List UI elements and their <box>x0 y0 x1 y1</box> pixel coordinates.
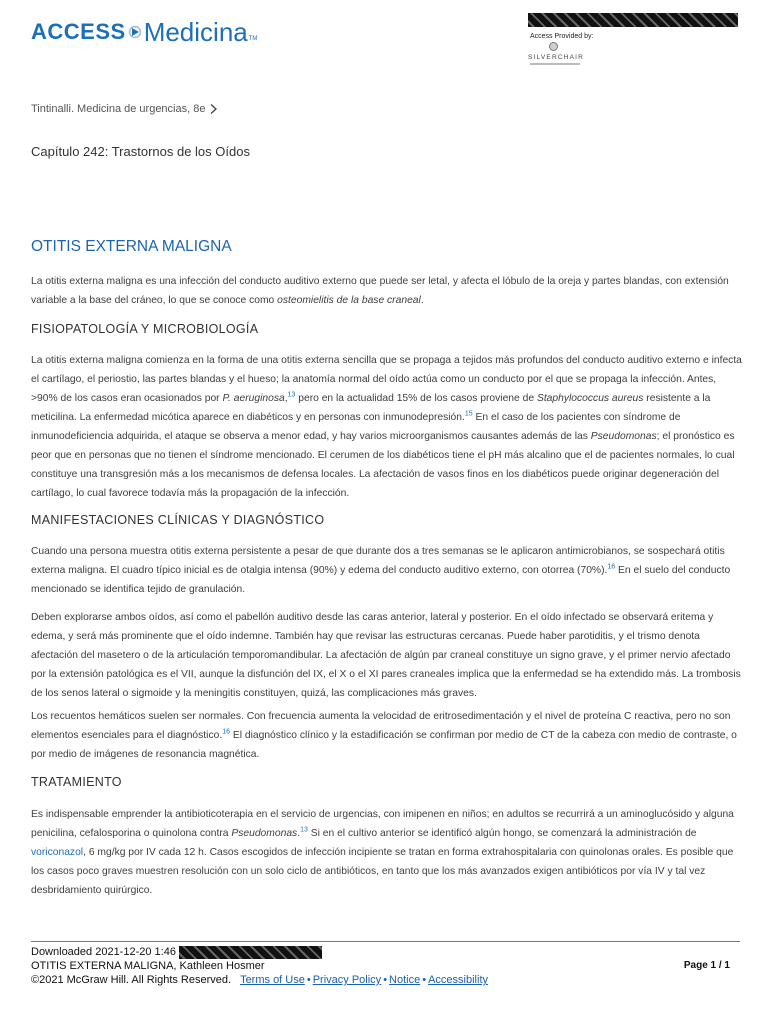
footer-divider <box>31 941 740 942</box>
text-run: Cuando una persona muestra otitis externa persistente a pesar de que durante dos a tres semanas se le aplicaron antimicrobianos, se sospechará otitis externa maligna. El cuadro típico inicial es de otalgia intensa (90%) y edema del conducto auditivo externo, con otorrea (70%). <box>31 546 725 576</box>
separator-dot: • <box>306 974 311 986</box>
reference-link[interactable]: 13 <box>287 391 296 399</box>
reference-link[interactable]: 16 <box>222 728 230 736</box>
accessibility-link[interactable]: Accessibility <box>428 974 488 986</box>
breadcrumb[interactable] <box>31 103 218 115</box>
redacted-ip-bar <box>179 946 322 959</box>
article-title: OTITIS EXTERNA MALIGNA <box>31 238 232 255</box>
pdf-footer <box>31 945 488 987</box>
text-run: Si en el cultivo anterior se identificó algún hongo, se comenzará la administración de <box>307 828 697 839</box>
fisiopatologia-paragraph <box>31 351 743 503</box>
logo-medicina-text: Medicina <box>143 17 248 47</box>
footer-article-line: OTITIS EXTERNA MALIGNA, Kathleen Hosmer <box>31 960 265 972</box>
reference-link[interactable]: 16 <box>607 563 616 571</box>
section-heading-fisiopatologia: FISIOPATOLOGÍA Y MICROBIOLOGÍA <box>31 322 259 336</box>
download-timestamp: Downloaded 2021-12-20 1:46 <box>31 946 176 958</box>
provider-logo-text: SILVERCHAIR <box>528 54 585 61</box>
tratamiento-paragraph <box>31 805 743 900</box>
text-run: pero en la actualidad 15% de los casos proviene de <box>295 393 537 404</box>
redacted-institution-bar <box>528 13 738 27</box>
text-run: En el suelo del conducto mencionado se identifica tejido de granulación. <box>31 565 731 595</box>
section-heading-tratamiento: TRATAMIENTO <box>31 775 122 789</box>
section-heading-manifestaciones: MANIFESTACIONES CLÍNICAS Y DIAGNÓSTICO <box>31 513 325 527</box>
text-run: . <box>297 828 301 839</box>
text-run: , <box>284 393 288 404</box>
manifestaciones-paragraph-3 <box>31 707 743 764</box>
text-run: resistente a la meticilina. La enfermedad micótica aparece en diabéticos y en personas con inmunodepresión. <box>31 393 711 423</box>
organism-name: Staphylococcus aureus <box>536 393 644 404</box>
organism-name: Pseudomonas <box>231 828 298 839</box>
text-run: , 6 mg/kg por IV cada 12 h. Casos escogidos de infección incipiente se tratan en forma extrahospitalaria con quinolonas orales. Es posible que los casos poco graves muestren resolución con un solo ciclo de antibióticos, en tanto que los más avanzados exigen antibióticos por vía IV y tal vez desbridamiento quirúrgico. <box>31 847 734 896</box>
intro-emphasis: osteomielitis de la base craneal <box>277 295 421 306</box>
breadcrumb-book-title[interactable]: Tintinalli. Medicina de urgencias, 8e <box>31 103 206 115</box>
separator-dot: • <box>422 974 427 986</box>
reference-link[interactable]: 13 <box>300 826 308 834</box>
reference-link[interactable]: 15 <box>464 410 473 418</box>
text-run: Los recuentos hemáticos suelen ser normales. Con frecuencia aumenta la velocidad de eritrosedimentación y el nivel de proteína C reactiva, pero no son elementos esenciales para el diagnóstico. <box>31 711 731 741</box>
chapter-title: Capítulo 242: Trastornos de los Oídos <box>31 144 250 159</box>
logo-access-text: ACCESS <box>31 19 126 44</box>
logo-wheel-icon <box>128 14 142 50</box>
intro-paragraph <box>31 272 743 310</box>
text-run: En el caso de los pacientes con síndrome de inmunodeficiencia adquirida, el ataque se observa a menor edad, y hay varios microorganismos causantes además de las <box>31 412 681 442</box>
intro-end: . <box>420 295 424 306</box>
access-provided-label: Access Provided by: <box>530 33 594 40</box>
chevron-right-icon <box>208 103 218 115</box>
organism-name: P. aeruginosa <box>222 393 285 404</box>
privacy-policy-link[interactable]: Privacy Policy <box>312 974 382 986</box>
accessmedicina-logo[interactable] <box>31 14 257 50</box>
separator-dot: • <box>383 974 388 986</box>
organism-name: Pseudomonas <box>590 431 657 442</box>
notice-link[interactable]: Notice <box>389 974 421 986</box>
logo-trademark: TM <box>248 36 258 42</box>
drug-link-voriconazol[interactable]: voriconazol <box>31 847 84 858</box>
text-run: Es indispensable emprender la antibioticoterapia en el servicio de urgencias, con imipenen en niños; en adultos se recurrirá a un aminoglucósido y alguna penicilina, cefalosporina o quinolona contra <box>31 809 734 839</box>
silverchair-globe-icon <box>549 42 558 51</box>
manifestaciones-paragraph-2: Deben explorarse ambos oídos, así como el pabellón auditivo desde las caras anterior, lateral y posterior. En el oído infectado se observará eritema y edema, y será más prominente que el oído indemne. También hay que revisar las estructuras cercanas. Puede haber parotiditis, y el trismo denota afectación del masetero o de la articulación temporomandibular. La afectación de algún par craneal constituye un signo grave, y el primer nervio afectado por la extensión patológica es el VII, aunque la disfunción del IX, el X o el XI pares craneales implica que la enfermedad se ha extendido más. La trombosis de los senos lateral o sigmoide y la meningitis constituyen, quizá, las complicaciones más graves. <box>31 612 741 699</box>
provider-tagline-bar <box>530 63 580 65</box>
terms-of-use-link[interactable]: Terms of Use <box>240 974 305 986</box>
copyright-text: ©2021 McGraw Hill. All Rights Reserved. <box>31 974 232 986</box>
text-run: El diagnóstico clínico y la estadificación se confirman por medio de CT de la cabeza con medio de contraste, o por medio de imágenes de resonancia magnética. <box>31 730 737 760</box>
page-number: Page 1 / 1 <box>683 960 730 971</box>
manifestaciones-paragraph-1 <box>31 542 743 599</box>
intro-text: La otitis externa maligna es una infección del conducto auditivo externo que puede ser letal, y afecta el lóbulo de la oreja y partes blandas, con extensión variable a la base del cráneo, lo que se conoce como <box>31 276 729 306</box>
text-run: ; el pronóstico es peor que en personas que no tienen el síndrome mencionado. El cerumen de los diabéticos tiene el pH más alcalino que el de pacientes normales, lo cual constituye una transgresión más a los mecanismos de defensa locales. La afectación de vasos finos en los diabéticos puede originar degeneración del cartílago, lo cual favorece todavía más la propagación de la infección. <box>31 431 735 499</box>
text-run: La otitis externa maligna comienza en la forma de una otitis externa sencilla que se propaga a tejidos más profundos del conducto auditivo externo e infecta el cartílago, el periostio, las partes blandas y el hueso; la anatomía normal del oído actúa como un conducto por el que se propaga la infección. Antes, >90% de los casos eran ocasionados por <box>31 355 742 404</box>
